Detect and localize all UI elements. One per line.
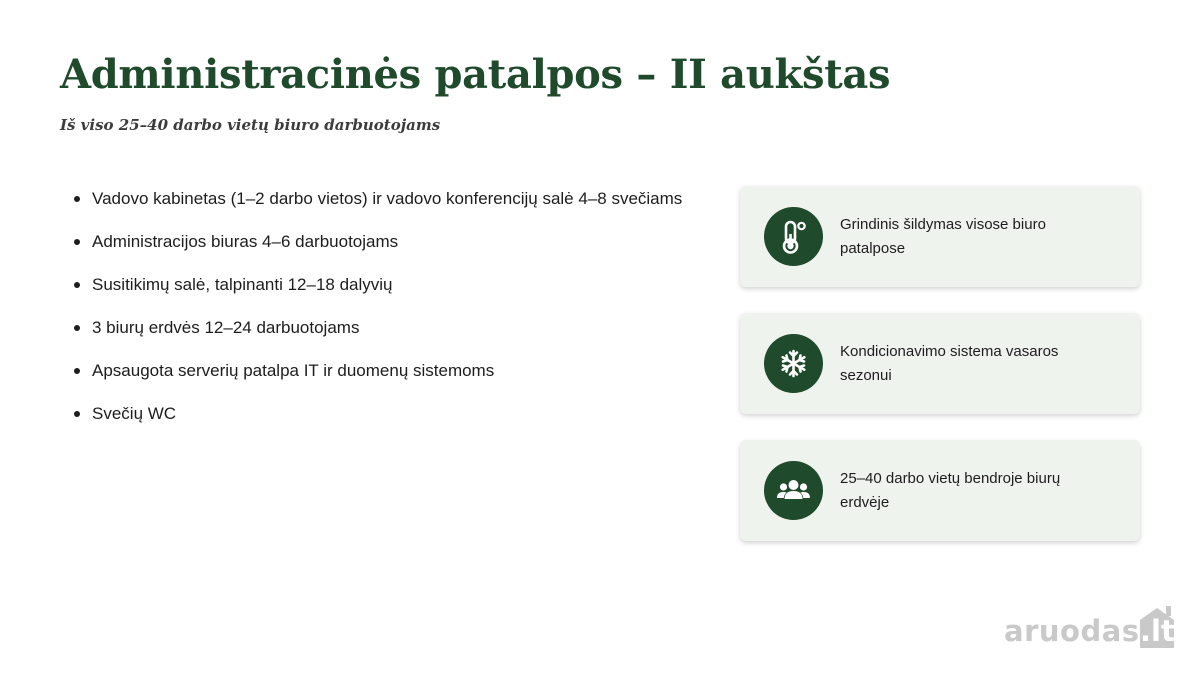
- list-item-text: Svečių WC: [92, 404, 177, 423]
- feature-card-text: Kondicionavimo sistema vasaros sezonui: [840, 342, 1059, 384]
- list-item: [72, 401, 712, 426]
- list-item: [72, 315, 712, 340]
- list-item-text: Administracijos biuras 4–6 darbuotojams: [92, 232, 399, 251]
- thermometer-icon: [764, 207, 823, 266]
- list-item-text: 3 biurų erdvės 12–24 darbuotojams: [92, 318, 360, 337]
- bullet-icon: [74, 239, 80, 245]
- watermark-suffix: .lt: [1140, 614, 1175, 648]
- bullet-icon: [74, 368, 80, 374]
- list-item-text: Vadovo kabinetas (1–2 darbo vietos) ir vadovo konferencijų salė 4–8 svečiams: [92, 189, 683, 208]
- bullet-icon: [74, 282, 80, 288]
- feature-card-text: 25–40 darbo vietų bendroje biurų erdvėje: [840, 469, 1061, 511]
- feature-card-heating: [740, 186, 1140, 287]
- snowflake-icon: [764, 334, 823, 393]
- page-title: Administracinės patalpos – II aukštas: [60, 51, 891, 98]
- page-subtitle: Iš viso 25–40 darbo vietų biuro darbuotojams: [60, 116, 441, 134]
- people-group-icon: [764, 461, 823, 520]
- bullet-icon: [74, 196, 80, 202]
- feature-list: [72, 186, 712, 444]
- feature-card-workplaces: [740, 440, 1140, 541]
- list-item-text: Apsaugota serverių patalpa IT ir duomenų sistemoms: [92, 361, 495, 380]
- list-item: [72, 358, 712, 383]
- list-item-text: Susitikimų salė, talpinanti 12–18 dalyvių: [92, 275, 393, 294]
- feature-card-cooling: [740, 313, 1140, 414]
- feature-card-text: Grindinis šildymas visose biuro patalpose: [840, 215, 1046, 257]
- bullet-icon: [74, 325, 80, 331]
- list-item: [72, 229, 712, 254]
- list-item: [72, 272, 712, 297]
- watermark-logo: [1004, 594, 1184, 650]
- list-item: [72, 186, 712, 211]
- watermark-brand: aruodas: [1004, 614, 1140, 648]
- bullet-icon: [74, 411, 80, 417]
